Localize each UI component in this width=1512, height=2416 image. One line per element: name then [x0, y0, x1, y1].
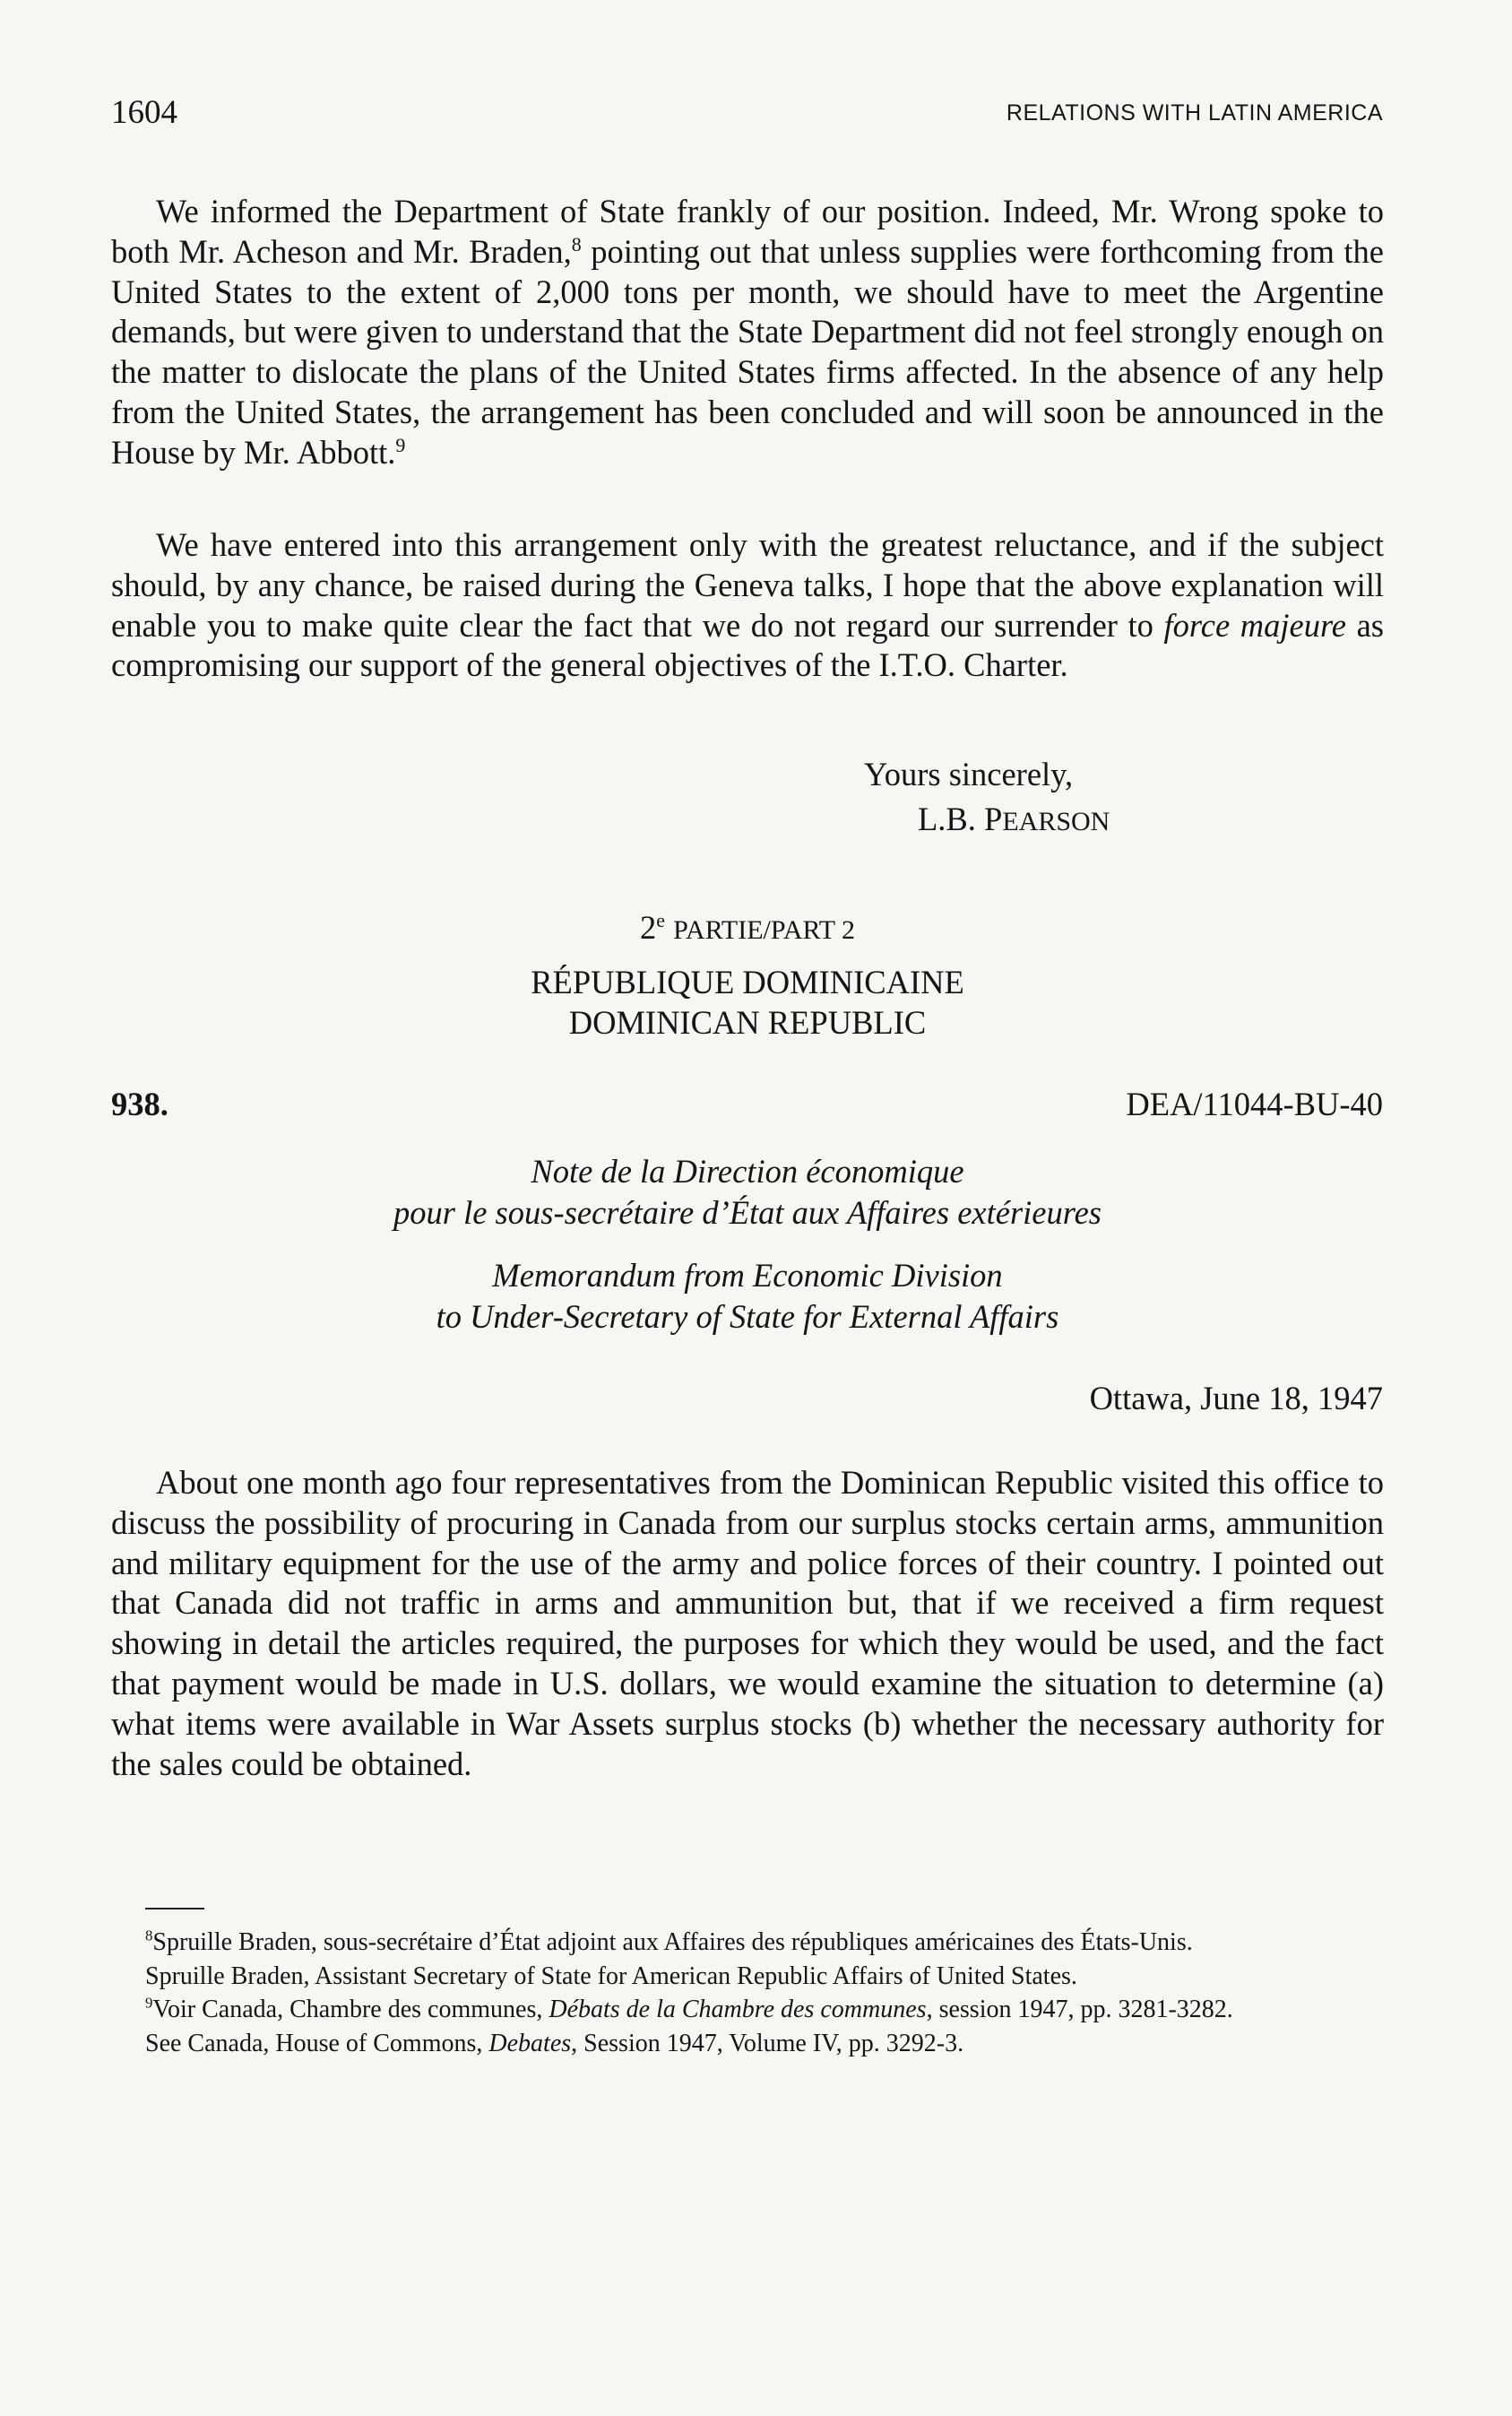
letter-paragraph-1: We informed the Department of State frankly of our position. Indeed, Mr. Wrong spoke to both Mr. Acheson and Mr. Braden,$^8$ pointing out that unless supplies were forthcoming from the United States to the extent of 2,000 tons per month, we should have to meet the Argentine demands, but were given to understand that the State Department did not feel strongly enough on the matter to dislocate the plans of the United States firms affected. In the absence of any help from the United States, the arrangement has been concluded and will soon be announced in the House by Mr. Abbott.$^9$	[111, 193, 1384, 471]
footnote-8-fr: $^8$Spruille Braden, sous-secrétaire d’État adjoint aux Affaires des républiques américaines des États-Unis.	[145, 1927, 1193, 1956]
document-title-en-line-1: Memorandum from Economic Division	[492, 1257, 1003, 1294]
letter-signature: L.B. PEARSON	[918, 801, 1110, 837]
footnotes	[145, 1927, 1384, 2062]
footnote-ref-8: 8	[571, 232, 582, 255]
footnote-ref-9: 9	[395, 433, 406, 456]
document-title-fr-line-1: Note de la Direction économique	[531, 1153, 964, 1190]
footnote-8-en: Spruille Braden, Assistant Secretary of State for American Republic Affairs of United States.	[145, 1961, 1077, 1990]
footnote-rule	[145, 1908, 204, 1909]
footnote-9-fr: $^9$Voir Canada, Chambre des communes, Débats de la Chambre des communes, session 1947, pp. 3281-3282.	[145, 1994, 1233, 2023]
section-title-fr: RÉPUBLIQUE DOMINICAINE	[531, 964, 964, 1000]
document-title-fr-line-2: pour le sous-secrétaire d’État aux Affaires extérieures	[393, 1194, 1102, 1231]
document-title-en-line-2: to Under-Secretary of State for External Affairs	[436, 1298, 1059, 1335]
page-header	[111, 93, 1383, 147]
memorandum-body: About one month ago four representatives from the Dominican Republic visited this office to discuss the possibility of procuring in Canada from our surplus stocks certain arms, ammunition and military equipment for the use of the army and police forces of their country. I pointed out that Canada did not traffic in arms and ammunition but, that if we received a firm request showing in detail the articles required, the purposes for which they would be used, and the fact that payment would be made in U.S. dollars, we would examine the situation to determine (a) what items were available in War Assets surplus stocks (b) whether the necessary authority for the sales could be obtained.	[111, 1464, 1384, 1782]
letter-closing: Yours sincerely,	[864, 756, 1074, 792]
part-heading: 2e PARTIE/PART 2	[640, 908, 855, 946]
running-head: RELATIONS WITH LATIN AMERICA	[1006, 100, 1383, 126]
footnote-9-en: See Canada, House of Commons, Debates, Session 1947, Volume IV, pp. 3292-3.	[145, 2029, 964, 2057]
page-number: 1604	[111, 94, 177, 131]
section-title-en: DOMINICAN REPUBLIC	[568, 1004, 927, 1041]
italic-phrase: force majeure	[1163, 606, 1346, 644]
document-number: 938.	[111, 1086, 168, 1122]
place-date: Ottawa, June 18, 1947	[1089, 1380, 1383, 1416]
document-reference: DEA/11044-BU-40	[1126, 1086, 1383, 1122]
letter-paragraph-2: We have entered into this arrangement only with the greatest reluctance, and if the subject should, by any chance, be raised during the Geneva talks, I hope that the above explanation will enable you to make quite clear the fact that we do not regard our surrender to force majeure as compromising our support of the general objectives of the I.T.O. Charter.	[111, 526, 1384, 684]
